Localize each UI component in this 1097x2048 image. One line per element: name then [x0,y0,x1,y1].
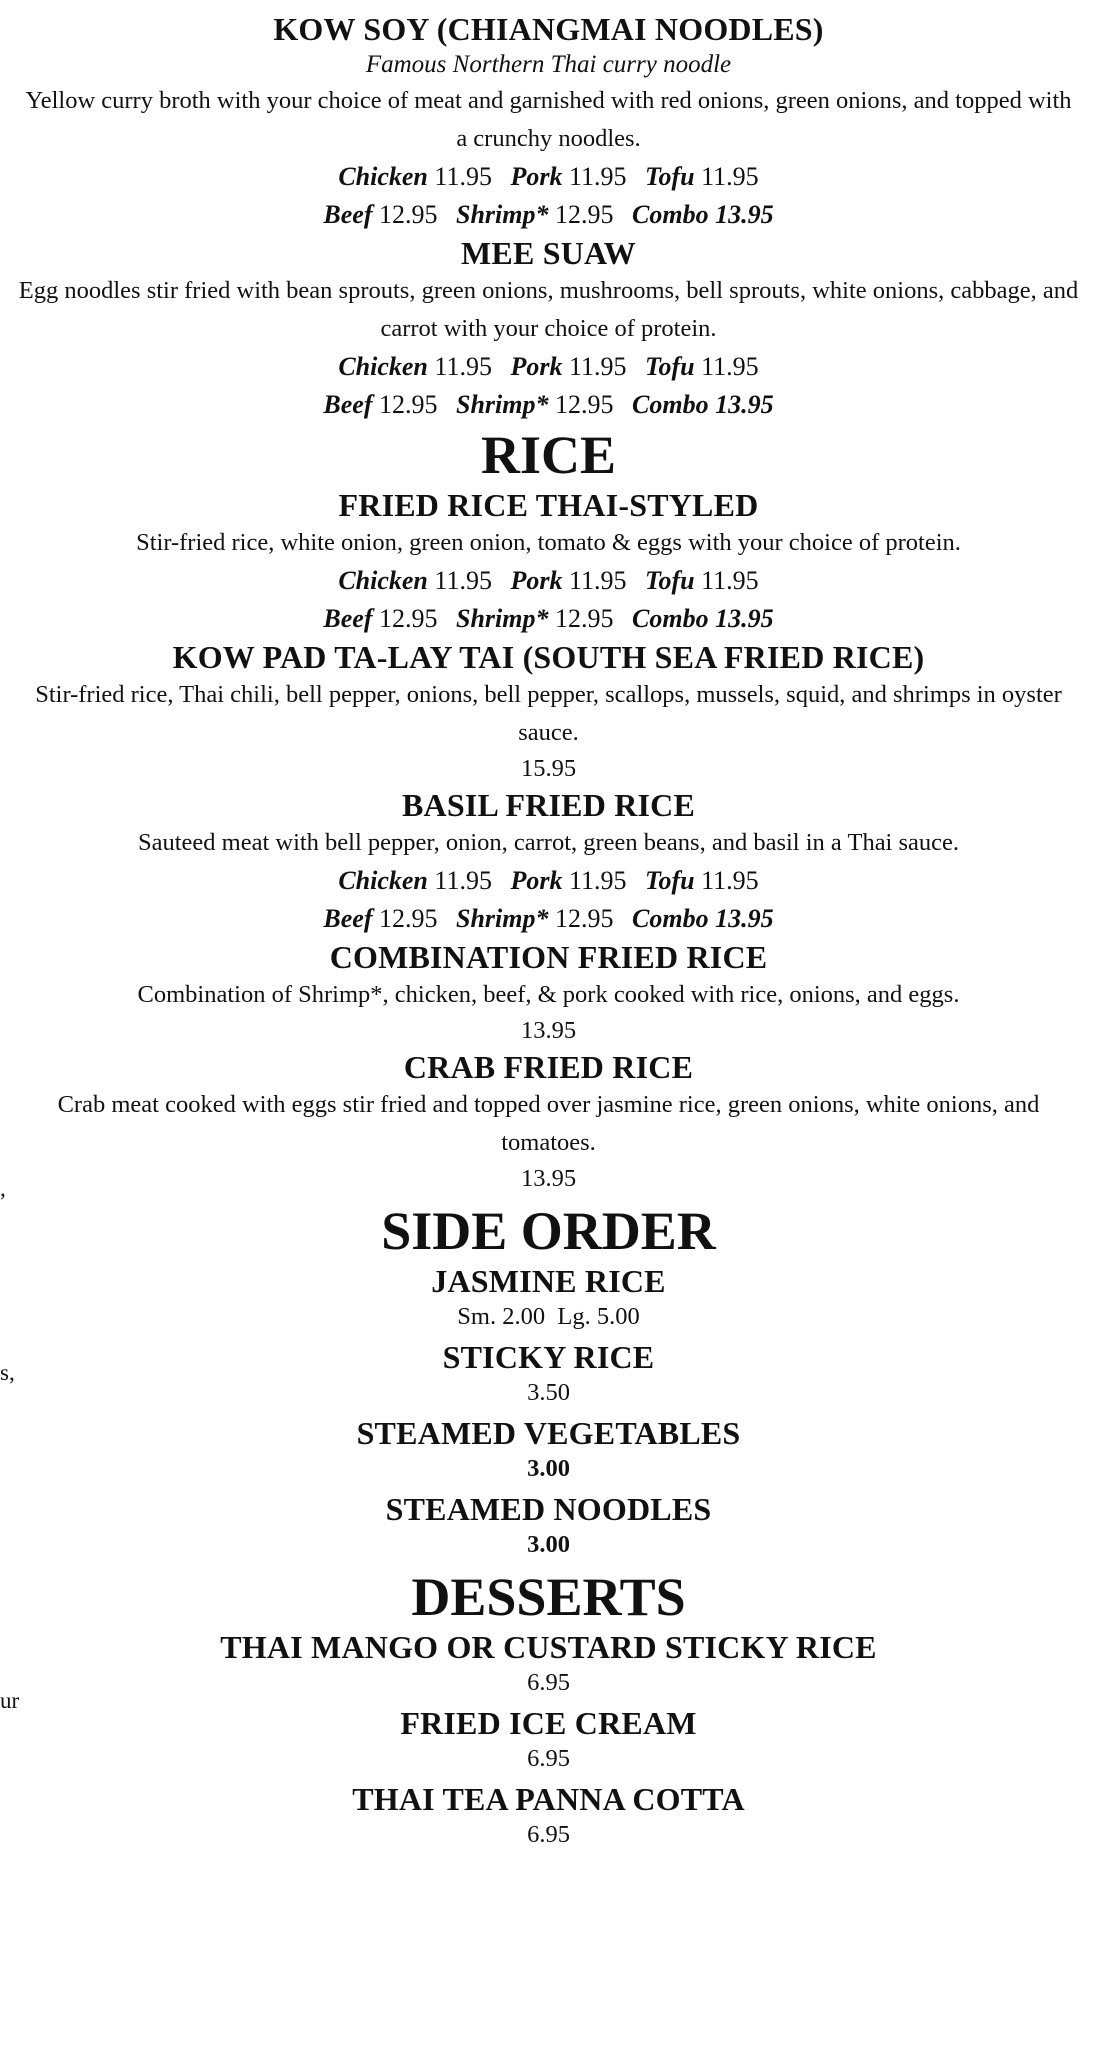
dish-title: JASMINE RICE [431,1263,666,1299]
protein-price: 12.95 [555,604,614,633]
price-line [0,562,1097,600]
protein-price: 11.95 [434,352,492,381]
protein-price: 11.95 [434,866,492,895]
dish-description: Egg noodles stir fried with bean sprouts, green onions, mushrooms, bell sprouts, white onions, cabbage, and carrot with your choice of protein. [18,277,1079,342]
dish-title: THAI TEA PANNA COTTA [352,1781,745,1817]
price-line [0,348,1097,386]
price-line [0,158,1097,196]
price-line [0,196,1097,234]
price-line [0,600,1097,638]
protein-price: 11.95 [568,566,627,595]
menu-item-combination-fried-rice [0,938,1097,1048]
protein-name: Shrimp* [456,604,549,633]
protein-name: Pork [510,566,563,595]
protein-price: 11.95 [701,566,759,595]
protein-name: Shrimp* [456,904,549,933]
dish-title: CRAB FRIED RICE [403,1049,694,1085]
protein-price: 11.95 [701,352,759,381]
protein-name: Pork [510,352,563,381]
menu-item-mango-sticky-rice [0,1628,1097,1700]
protein-name: Beef [323,390,373,419]
dish-title: STICKY RICE [442,1339,655,1375]
menu-item-fried-ice-cream [0,1704,1097,1776]
menu-item-sticky-rice [0,1338,1097,1410]
dish-price: 3.00 [527,1531,570,1558]
protein-price: 11.95 [701,866,759,895]
protein-name: Tofu [645,162,695,191]
dish-price: 15.95 [520,755,577,782]
dish-price: 3.50 [527,1379,570,1406]
protein-price: 11.95 [568,866,627,895]
protein-name: Pork [510,866,563,895]
menu-item-kow-pad-talay [0,638,1097,786]
protein-price: 11.95 [701,162,759,191]
protein-name: Tofu [645,866,695,895]
menu-item-fried-rice-thai [0,486,1097,638]
protein-name: Beef [323,200,373,229]
protein-name: Shrimp* [456,390,549,419]
protein-price: 12.95 [555,904,614,933]
protein-price: 12.95 [555,390,614,419]
section-heading-rice: RICE [480,425,617,485]
protein-price: 12.95 [379,200,438,229]
dish-price: Sm. 2.00 Lg. 5.00 [457,1303,640,1330]
protein-price: 11.95 [568,352,627,381]
protein-price: 11.95 [434,566,492,595]
protein-name: Chicken [338,866,428,895]
dish-price: 13.95 [520,1165,577,1192]
dish-description: Yellow curry broth with your choice of meat and garnished with red onions, green onions, and topped with a crunchy noodles. [25,87,1072,152]
margin-fragment: , [0,1176,6,1201]
protein-name: Chicken [338,566,428,595]
menu-item-basil-fried-rice [0,786,1097,938]
margin-fragment: s, [0,1360,15,1385]
price-line [0,900,1097,938]
dish-title: STEAMED VEGETABLES [356,1415,741,1451]
dish-subtitle: Famous Northern Thai curry noodle [365,51,732,78]
margin-fragment: ur [0,1688,20,1713]
section-heading-desserts: DESSERTS [411,1567,686,1627]
dish-title: FRIED RICE THAI-STYLED [338,487,759,523]
combo-price: Combo 13.95 [632,200,774,229]
combo-price: Combo 13.95 [632,604,774,633]
section-heading-side-order: SIDE ORDER [381,1201,716,1261]
menu-item-steamed-vegetables [0,1414,1097,1486]
menu-item-crab-fried-rice [0,1048,1097,1196]
protein-name: Tofu [645,566,695,595]
protein-name: Tofu [645,352,695,381]
dish-price: 6.95 [527,1821,570,1848]
dish-price: 6.95 [527,1745,570,1772]
protein-price: 12.95 [379,904,438,933]
protein-price: 12.95 [379,390,438,419]
dish-description: Sauteed meat with bell pepper, onion, carrot, green beans, and basil in a Thai sauce. [137,829,960,856]
dish-title: KOW SOY (CHIANGMAI NOODLES) [273,11,824,47]
protein-name: Pork [510,162,563,191]
protein-name: Beef [323,604,373,633]
dish-description: Stir-fried rice, white onion, green onion, tomato & eggs with your choice of protein. [136,529,961,556]
dish-title: BASIL FRIED RICE [401,787,696,823]
dish-description: Combination of Shrimp*, chicken, beef, & pork cooked with rice, onions, and eggs. [137,981,960,1008]
dish-price: 13.95 [520,1017,577,1044]
protein-name: Shrimp* [456,200,549,229]
dish-description: Stir-fried rice, Thai chili, bell pepper, onions, bell pepper, scallops, mussels, squid, and shrimps in oyster sauce. [35,681,1062,746]
menu-item-jasmine-rice [0,1262,1097,1334]
menu-item-mee-suaw [0,234,1097,424]
price-line [0,386,1097,424]
price-line [0,862,1097,900]
protein-price: 11.95 [434,162,492,191]
dish-price: 6.95 [527,1669,570,1696]
dish-title: COMBINATION FRIED RICE [329,939,768,975]
dish-title: MEE SUAW [461,235,636,271]
protein-name: Chicken [338,352,428,381]
menu-item-panna-cotta [0,1780,1097,1852]
dish-title: THAI MANGO OR CUSTARD STICKY RICE [220,1629,877,1665]
menu-item-steamed-noodles [0,1490,1097,1562]
dish-price: 3.00 [527,1455,570,1482]
combo-price: Combo 13.95 [632,390,774,419]
protein-price: 12.95 [555,200,614,229]
protein-name: Chicken [338,162,428,191]
protein-price: 11.95 [568,162,627,191]
protein-name: Beef [323,904,373,933]
dish-title: STEAMED NOODLES [385,1491,712,1527]
dish-title: FRIED ICE CREAM [400,1705,697,1741]
dish-title: KOW PAD TA-LAY TAI (SOUTH SEA FRIED RICE) [172,639,925,675]
menu-item-kow-soy [0,0,1097,234]
dish-description: Crab meat cooked with eggs stir fried and topped over jasmine rice, green onions, white onions, and tomatoes. [57,1091,1040,1156]
protein-price: 12.95 [379,604,438,633]
combo-price: Combo 13.95 [632,904,774,933]
